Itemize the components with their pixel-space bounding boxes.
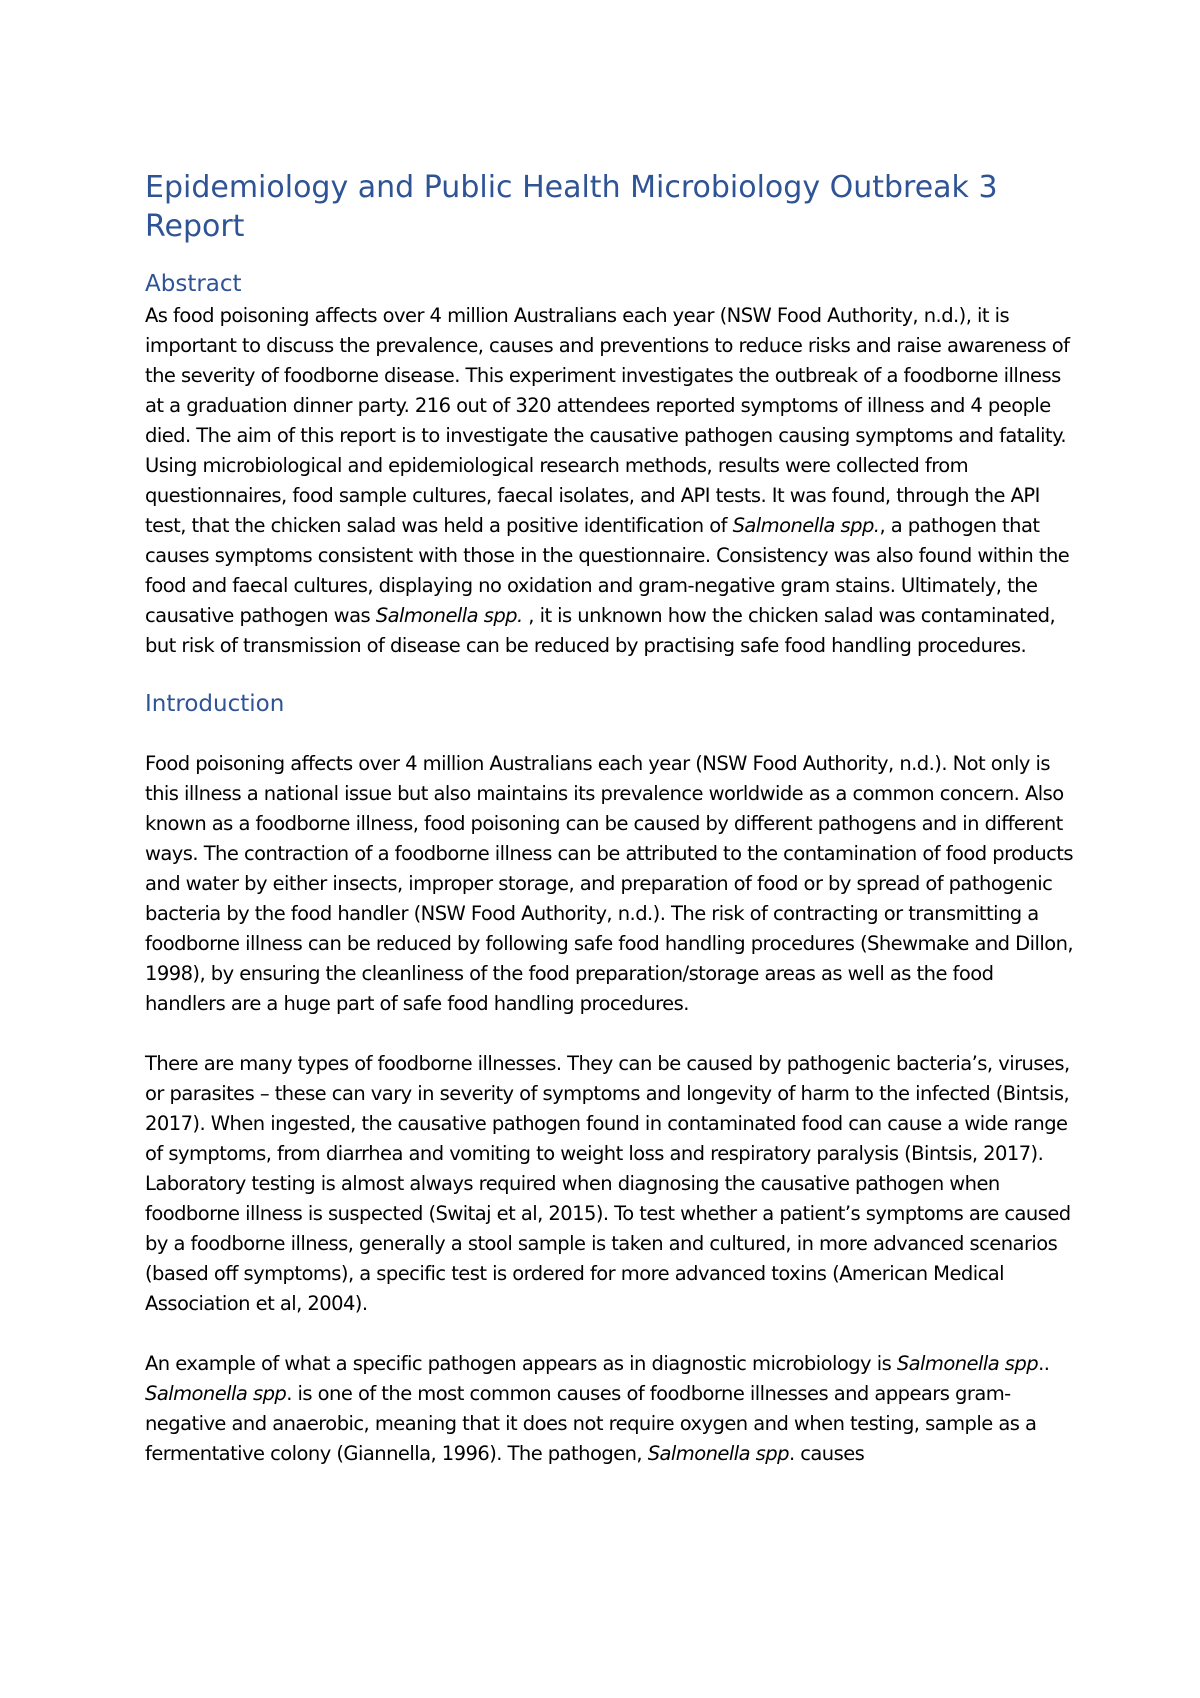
- introduction-paragraph-1: Food poisoning affects over 4 million Australians each year (NSW Food Authority, n.d.). Not only is this illness a national issue but also maintains its prevalence worldwide as a common concern. Also known as a foodborne illness, food poisoning can be caused by different pathogens and in different ways. The contraction of a foodborne illness can be attributed to the contamination of food products and water by either insects, improper storage, and preparation of food or by spread of pathogenic bacteria by the food handler (NSW Food Authority, n.d.). The risk of contracting or transmitting a foodborne illness can be reduced by following safe food handling procedures (Shewmake and Dillon, 1998), by ensuring the cleanliness of the food preparation/storage areas as well as the food handlers are a huge part of safe food handling procedures.: [145, 752, 1074, 1015]
- intro-p3-italic-2: Salmonella spp: [145, 1382, 287, 1405]
- introduction-paragraph-3: [145, 1349, 1075, 1469]
- intro-p3-text-2: ..: [1038, 1352, 1050, 1375]
- abstract-text-3: , it is unknown how the chicken salad was contaminated, but risk of transmission of disease can be reduced by practising safe food handling procedures.: [145, 604, 1056, 657]
- intro-p3-text-3: . is one of the most common causes of foodborne illnesses and appears gram-negative and anaerobic, meaning that it does not require oxygen and when testing, sample as a fermentative colony (Giannella, 1996). The pathogen,: [145, 1382, 1037, 1465]
- intro-p3-text-1: An example of what a specific pathogen appears as in diagnostic microbiology is: [145, 1352, 897, 1375]
- intro-p3-text-4: . causes: [788, 1442, 865, 1465]
- abstract-italic-2: Salmonella spp.: [375, 604, 523, 627]
- intro-p3-italic-3: Salmonella spp: [647, 1442, 789, 1465]
- abstract-italic-1: Salmonella spp.: [732, 514, 880, 537]
- document-title: Epidemiology and Public Health Microbiology Outbreak 3 Report: [145, 170, 998, 244]
- introduction-heading: Introduction: [145, 691, 285, 717]
- intro-p3-italic-1: Salmonella spp: [896, 1352, 1039, 1375]
- abstract-paragraph: [145, 301, 1075, 661]
- abstract-text-2: , a pathogen that causes symptoms consistent with those in the questionnaire. Consistency was also found within the food and faecal cultures, displaying no oxidation and gram-negative gram stains. Ultimately, the causative pathogen was: [145, 514, 1070, 627]
- introduction-paragraph-2: There are many types of foodborne illnesses. They can be caused by pathogenic bacteria’s, viruses, or parasites – these can vary in severity of symptoms and longevity of harm to the infected (Bintsis, 2017). When ingested, the causative pathogen found in contaminated food can cause a wide range of symptoms, from diarrhea and vomiting to weight loss and respiratory paralysis (Bintsis, 2017). Laboratory testing is almost always required when diagnosing the causative pathogen when foodborne illness is suspected (Switaj et al, 2015). To test whether a patient’s symptoms are caused by a foodborne illness, generally a stool sample is taken and cultured, in more advanced scenarios (based off symptoms), a specific test is ordered for more advanced toxins (American Medical Association et al, 2004).: [145, 1052, 1071, 1315]
- document-body: [145, 168, 1075, 1469]
- abstract-heading: Abstract: [145, 271, 242, 297]
- abstract-text-1: As food poisoning affects over 4 million Australians each year (NSW Food Authority, n.d.), it is important to discuss the prevalence, causes and preventions to reduce risks and raise awareness of the severity of foodborne disease. This experiment investigates the outbreak of a foodborne illness at a graduation dinner party. 216 out of 320 attendees reported symptoms of illness and 4 people died. The aim of this report is to investigate the causative pathogen causing symptoms and fatality. Using microbiological and epidemiological research methods, results were collected from questionnaires, food sample cultures, faecal isolates, and API tests. It was found, through the API test, that the chicken salad was held a positive identification of: [145, 304, 1070, 537]
